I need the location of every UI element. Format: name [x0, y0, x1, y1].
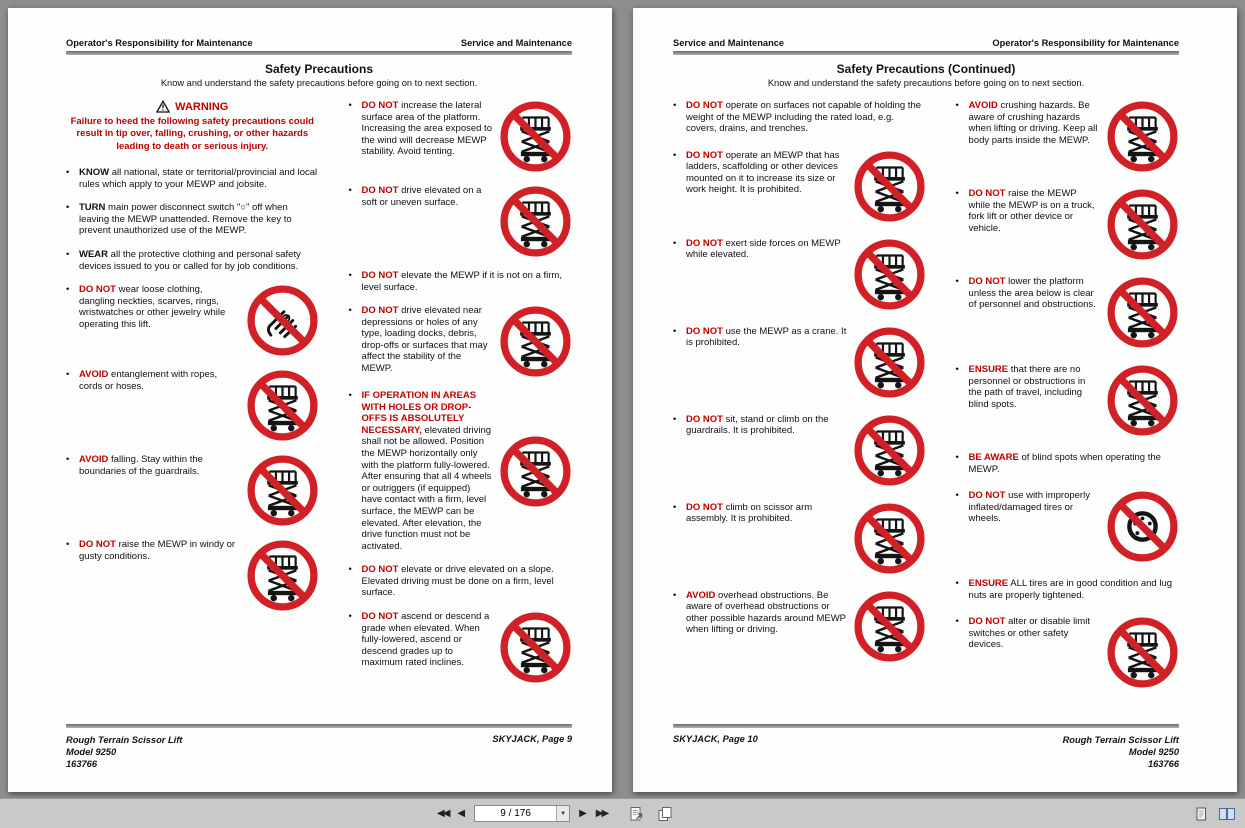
fast-forward-icon: ▶▶ [595, 807, 608, 819]
no-grade-when-elevated-icon [499, 611, 572, 684]
page-dropdown-arrow-icon[interactable]: ▼ [556, 806, 569, 821]
body-text: alter or disable limit switches or other safety devices. [968, 616, 1090, 651]
warning-triangle-icon [156, 100, 170, 113]
no-raise-on-truck-icon [1106, 188, 1179, 261]
lead-word: DO NOT [968, 188, 1006, 199]
header-rule [66, 51, 572, 55]
no-crane-use-icon [853, 326, 926, 399]
safety-precaution-text [686, 238, 847, 261]
fast-backward-icon: ◀◀ [437, 807, 449, 819]
safety-precaution-item [66, 454, 319, 527]
column-right [349, 100, 572, 722]
body-text: elevate or drive elevated on a slope. Elevated driving must be done on a firm, level surface. [361, 564, 554, 599]
safety-precaution-text [686, 590, 847, 636]
lead-word: DO NOT [79, 539, 116, 551]
bullet: • [348, 185, 352, 196]
safety-precaution-text [79, 369, 240, 392]
column-left [673, 100, 926, 722]
body-text: sit, stand or climb on the guardrails. It is prohibited. [686, 413, 829, 437]
no-lateral-surface-increase-icon [499, 100, 572, 173]
no-raise-in-wind-icon [246, 539, 319, 612]
no-drive-soft-surface-icon [499, 185, 572, 258]
safety-precaution-item [66, 167, 319, 190]
safety-precaution-text [79, 202, 319, 237]
doc-id-block: Rough Terrain Scissor Lift Model 9250 163766 [66, 734, 183, 769]
safety-precaution-text [79, 454, 240, 477]
bullet: • [66, 539, 70, 551]
warning-text: Failure to heed the following safety precautions could result in tip over, falling, crushing, or other hazards leading to death or serious injury. [70, 116, 314, 152]
safety-precaution-item [956, 100, 1179, 173]
bullet: • [66, 284, 70, 296]
previous-page-icon: ◀ [457, 807, 466, 819]
safety-precaution-text [686, 150, 847, 196]
safety-precaution-text [969, 578, 1179, 601]
bullet: • [955, 616, 959, 628]
single-page-icon [1193, 806, 1209, 822]
safety-precaution-text [969, 616, 1100, 651]
next-page-icon: ▶ [579, 807, 587, 819]
lead-word: DO NOT [686, 325, 723, 337]
bullet: • [348, 100, 352, 111]
safety-precaution-text [969, 188, 1100, 234]
body-text: overhead obstructions. Be aware of overhead obstructions or other possible hazards around MEWP when lifting or driving. [686, 589, 846, 636]
bullet: • [348, 564, 352, 576]
lead-word: DO NOT [361, 564, 399, 576]
bullet: • [348, 610, 352, 622]
no-holes-operation-icon [499, 435, 572, 508]
bullet: • [66, 369, 70, 381]
body-text: raise the MEWP while the MEWP is on a truck, fork lift or other device or vehicle. [968, 188, 1095, 234]
safety-precaution-item [673, 326, 926, 399]
page-with-arrow-icon [628, 806, 644, 822]
lead-word: AVOID [79, 369, 109, 381]
warning-box [70, 100, 315, 153]
running-header [66, 38, 572, 48]
lead-word: AVOID [686, 589, 716, 601]
safety-precaution-text [686, 502, 847, 525]
section-title: Safety Precautions [264, 62, 374, 76]
lead-word: DO NOT [968, 616, 1006, 628]
body-text: operate an MEWP that has ladders, scaffolding or other devices mounted on it to increase its size or work height. It is prohibited. [686, 149, 840, 196]
lead-word: DO NOT [686, 149, 723, 161]
safety-precaution-item [956, 276, 1179, 349]
two-pages-icon [657, 806, 673, 822]
safety-precaution-item [956, 578, 1179, 601]
safety-precaution-item [349, 185, 572, 258]
running-header-right: Service and Maintenance [460, 38, 572, 48]
no-loose-clothing-jewelry-icon [246, 284, 319, 357]
bullet: • [955, 188, 959, 199]
lead-word: IF OPERATION IN AREAS WITH HOLES OR DROP-OFFS IS ABSOLUTELY NECESSARY, [361, 390, 477, 436]
body-text: ascend or descend a grade when elevated. When fully-lowered, ascend or descend grades up to maximum rated inclines. [361, 610, 490, 669]
safety-precaution-item [673, 502, 926, 575]
body-text: increase the lateral surface area of the platform. Increasing the area exposed to the wind will decrease MEWP stability. Avoid tenting. [361, 100, 492, 158]
doc-id-block: Rough Terrain Scissor Lift Model 9250 163766 [1062, 734, 1179, 769]
body-text: elevated driving shall not be allowed. Position the MEWP horizontally only with the platform fully-lowered. After ensuring that all 4 wheels or outriggers (if equipped) have contact with a firm, level surface, the MEWP can be elevated. After elevation, the drive function must not be activated. [361, 424, 492, 552]
no-entanglement-icon [246, 369, 319, 442]
lead-word: DO NOT [79, 284, 116, 296]
body-text: main power disconnect switch "○" off when leaving the MEWP unattended. Remove the key to prevent unauthorized use of the MEWP. [79, 202, 292, 237]
safety-precaution-item [349, 270, 572, 293]
bullet: • [348, 390, 352, 402]
body-text: wear loose clothing, dangling neckties, scarves, rings, wristwatches or other jewelry while operating this lift. [79, 284, 226, 330]
bullet: • [66, 248, 70, 260]
fast-backward-button[interactable] [437, 809, 448, 819]
no-alter-safety-devices-icon [1106, 616, 1179, 689]
page-number-combo[interactable] [474, 805, 570, 822]
bullet: • [673, 501, 677, 513]
viewer-toolbar [0, 798, 1245, 828]
body-text: all the protective clothing and personal safety devices issued to you or called for by job conditions. [79, 248, 301, 272]
bullet: • [955, 364, 959, 375]
no-climb-scissor-arms-icon [853, 502, 926, 575]
bullet: • [673, 413, 677, 425]
ensure-clear-path-icon [1106, 364, 1179, 437]
safety-precaution-text [969, 452, 1179, 475]
safety-precaution-text [969, 276, 1100, 311]
bullet: • [955, 578, 959, 590]
fast-forward-button[interactable] [596, 809, 607, 819]
safety-precaution-item [673, 414, 926, 487]
bullet: • [955, 452, 959, 463]
safety-precaution-text [362, 270, 572, 293]
body-text: lower the platform unless the area below is clear of personnel and obstructions. [968, 276, 1096, 311]
page-number-input[interactable] [475, 806, 556, 821]
header-rule [673, 51, 1179, 55]
bullet: • [673, 149, 677, 161]
body-text: drive elevated near depressions or holes of any type, loading docks, debris, drop-offs or surfaces that may affect the stability of the MEWP. [361, 305, 488, 375]
manual-page-10 [633, 8, 1237, 792]
bullet: • [955, 100, 959, 111]
column-left [66, 100, 319, 722]
safety-precaution-item [349, 100, 572, 173]
body-text: entanglement with ropes, cords or hoses. [79, 369, 218, 392]
safety-precaution-text [969, 364, 1100, 410]
lead-word: ENSURE [968, 578, 1009, 590]
bullet: • [673, 100, 677, 111]
safety-precaution-text [79, 249, 319, 272]
footer-rule [66, 724, 572, 728]
body-text: drive elevated on a soft or uneven surface. [361, 185, 482, 208]
bullet: • [673, 237, 677, 249]
lead-word: DO NOT [686, 413, 723, 425]
section-subtitle: Know and understand the safety precautions before going on to next section. [767, 78, 1085, 88]
bullet: • [673, 325, 677, 337]
page-footer [66, 734, 572, 770]
bullet: • [66, 202, 70, 214]
lead-word: DO NOT [686, 501, 723, 513]
safety-precaution-text [362, 185, 493, 208]
safety-precaution-text [362, 611, 493, 669]
body-text: operate on surfaces not capable of holding the weight of the MEWP including the rated load, e.g. covers, drains, and trenches. [686, 100, 922, 135]
page-number-label: SKYJACK, Page 9 [492, 733, 572, 744]
lead-word: WEAR [79, 248, 109, 260]
book-view-icon [1218, 806, 1236, 822]
bullet: • [348, 270, 352, 281]
bullet: • [66, 454, 70, 466]
safety-precaution-text [362, 100, 493, 158]
section-title: Safety Precautions (Continued) [836, 62, 1016, 76]
safety-precaution-text [79, 284, 240, 330]
lead-word: TURN [79, 202, 106, 214]
safety-precaution-item [673, 238, 926, 311]
safety-precaution-item [956, 364, 1179, 437]
lead-word: DO NOT [361, 100, 399, 111]
view-mode-controls [1191, 804, 1237, 824]
safety-precaution-text [362, 305, 493, 374]
previous-page-button[interactable] [457, 809, 465, 819]
lead-word: DO NOT [686, 100, 723, 111]
safety-precaution-item [349, 611, 572, 684]
safety-precaution-item [956, 452, 1179, 475]
lead-word: ENSURE [968, 364, 1009, 375]
bullet: • [955, 276, 959, 287]
safety-precaution-text [686, 100, 926, 135]
lead-word: KNOW [79, 167, 110, 179]
column-right [956, 100, 1179, 722]
safety-precaution-item [349, 564, 572, 599]
section-subtitle: Know and understand the safety precautions before going on to next section. [160, 78, 478, 88]
safety-precaution-item [66, 284, 319, 357]
no-lower-onto-obstructions-icon [1106, 276, 1179, 349]
bullet: • [66, 167, 70, 179]
no-drive-near-holes-icon [499, 305, 572, 378]
safety-precaution-item [673, 100, 926, 135]
safety-precaution-text [969, 100, 1100, 146]
footer-rule [673, 724, 1179, 728]
body-text: exert side forces on MEWP while elevated. [686, 237, 841, 261]
bullet: • [673, 589, 677, 601]
manual-page-9 [8, 8, 612, 792]
safety-precaution-item [66, 539, 319, 612]
two-page-view-button[interactable] [1217, 804, 1237, 824]
safety-precaution-text [79, 539, 240, 562]
body-text: crushing hazards. Be aware of crushing hazards when lifting or driving. Keep all body parts inside the MEWP. [968, 100, 1098, 146]
body-text: climb on scissor arm assembly. It is prohibited. [686, 501, 813, 525]
safety-precaution-item [673, 150, 926, 223]
safety-precaution-item [66, 202, 319, 237]
no-falling-icon [246, 454, 319, 527]
lead-word: DO NOT [361, 185, 399, 196]
safety-precaution-item [673, 590, 926, 663]
safety-precaution-item [956, 188, 1179, 261]
bullet: • [955, 490, 959, 502]
page-footer [673, 734, 1179, 770]
safety-precaution-text [362, 564, 572, 599]
safety-precaution-item [66, 249, 319, 272]
no-side-forces-icon [853, 238, 926, 311]
body-text: raise the MEWP in windy or gusty conditions. [79, 539, 236, 562]
running-header [673, 38, 1179, 48]
no-ladders-scaffolding-icon [853, 150, 926, 223]
page-columns [66, 100, 572, 722]
lead-word: AVOID [79, 454, 109, 466]
body-text: all national, state or territorial/provincial and local rules which apply to your MEWP and jobsite. [79, 167, 318, 190]
no-damaged-tires-icon [1106, 490, 1179, 563]
safety-precaution-text [79, 167, 319, 190]
safety-precaution-item [349, 390, 572, 552]
page-navigation-controls [437, 804, 675, 824]
running-header-left: Operator's Responsibility for Maintenance [66, 38, 253, 48]
lead-word: DO NOT [686, 237, 723, 249]
body-text: use the MEWP as a crane. It is prohibited. [686, 325, 847, 349]
body-text: elevate the MEWP if it is not on a firm, level surface. [361, 270, 562, 293]
safety-precaution-text [969, 490, 1100, 525]
safety-precaution-text [686, 326, 847, 349]
lead-word: DO NOT [361, 270, 399, 281]
safety-precaution-item [956, 616, 1179, 689]
lead-word: DO NOT [361, 305, 399, 317]
no-climb-guardrails-icon [853, 414, 926, 487]
bullet: • [348, 305, 352, 317]
lead-word: DO NOT [361, 610, 399, 622]
single-page-view-button[interactable] [1191, 804, 1211, 824]
lead-word: DO NOT [968, 490, 1006, 502]
body-text: use with improperly inflated/damaged tires or wheels. [968, 490, 1090, 525]
export-page-button[interactable] [626, 804, 646, 824]
warning-label: WARNING [175, 100, 229, 113]
safety-precaution-text [686, 414, 847, 437]
body-text: that there are no personnel or obstructions in the path of travel, including blind spots. [968, 364, 1086, 410]
running-header-right: Operator's Responsibility for Maintenance [992, 38, 1179, 48]
safety-precaution-item [349, 305, 572, 378]
safety-precaution-item [956, 490, 1179, 563]
lead-word: AVOID [968, 100, 998, 111]
safety-precaution-item [66, 369, 319, 442]
copy-pages-button[interactable] [655, 804, 675, 824]
next-page-button[interactable] [579, 809, 587, 819]
page-number-label: SKYJACK, Page 10 [673, 733, 758, 744]
avoid-overhead-obstructions-icon [853, 590, 926, 663]
avoid-crushing-hazards-icon [1106, 100, 1179, 173]
body-text: of blind spots when operating the MEWP. [968, 452, 1161, 475]
warning-heading [70, 100, 315, 113]
lead-word: DO NOT [968, 276, 1006, 287]
body-text: ALL tires are in good condition and lug nuts are properly tightened. [968, 578, 1173, 601]
lead-word: BE AWARE [968, 452, 1019, 463]
body-text: falling. Stay within the boundaries of the guardrails. [79, 454, 203, 477]
safety-precaution-text [362, 390, 493, 552]
page-columns [673, 100, 1179, 722]
running-header-left: Service and Maintenance [673, 38, 785, 48]
